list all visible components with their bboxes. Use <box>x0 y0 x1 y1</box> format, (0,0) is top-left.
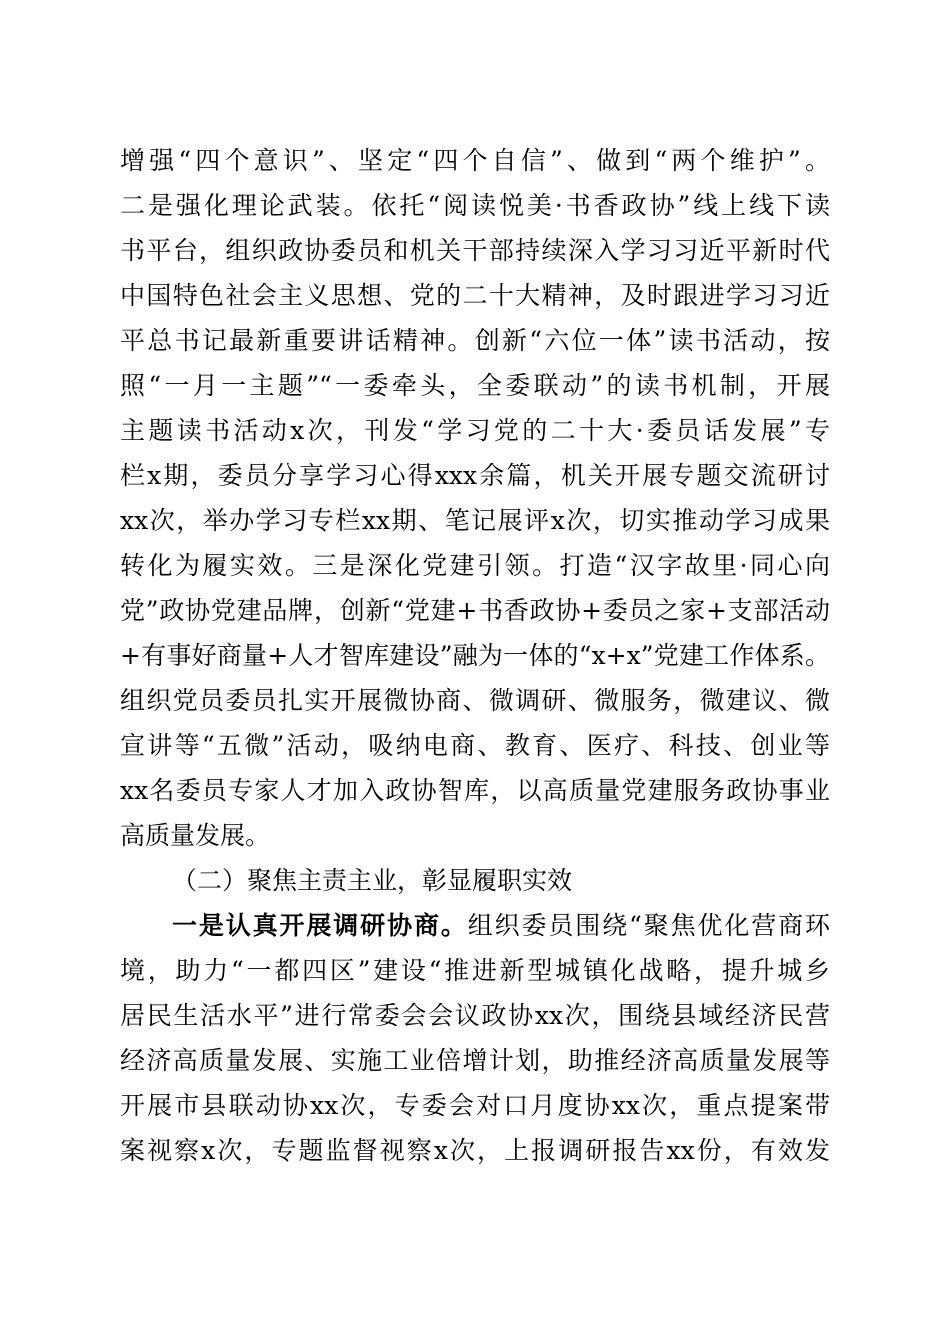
paragraph-line: 栏x期，委员分享学习心得xxx余篇，机关开展专题交流研讨 <box>120 461 830 490</box>
paragraph-line: 增强“四个意识”、坚定“四个自信”、做到“两个维护”。 <box>120 146 830 175</box>
paragraph-line: 高质量发展。 <box>120 821 271 850</box>
paragraph-line: 案视察x次，专题监督视察x次，上报调研报告xx份，有效发 <box>120 1136 830 1165</box>
paragraph-line: xx次，举办学习专栏xx期、笔记展评x次，切实推动学习成果 <box>120 506 830 535</box>
paragraph-line: 党”政协党建品牌，创新“党建+书香政协+委员之家+支部活动 <box>120 596 830 625</box>
paragraph-line: 中国特色社会主义思想、党的二十大精神，及时跟进学习习近 <box>120 281 830 310</box>
paragraph-first-rest: 组织委员围绕“聚焦优化营商环 <box>467 911 830 940</box>
paragraph-line: 书平台，组织政协委员和机关干部持续深入学习习近平新时代 <box>120 236 830 265</box>
paragraph-line: 照“一月一主题”“一委牵头，全委联动”的读书机制，开展 <box>120 371 830 400</box>
paragraph-line: 居民生活水平”进行常委会会议政协xx次，围绕县域经济民营 <box>120 1001 830 1030</box>
paragraph-line: 平总书记最新重要讲话精神。创新“六位一体”读书活动，按 <box>120 326 830 355</box>
paragraph-line: 宣讲等“五微”活动，吸纳电商、教育、医疗、科技、创业等 <box>120 731 830 760</box>
paragraph-line: 开展市县联动协xx次，专委会对口月度协xx次，重点提案带 <box>120 1091 830 1120</box>
paragraph-line: xx名委员专家人才加入政协智库，以高质量党建服务政协事业 <box>120 776 830 805</box>
paragraph-lead: 一是认真开展调研协商。 <box>172 911 468 940</box>
paragraph-line: 经济高质量发展、实施工业倍增计划，助推经济高质量发展等 <box>120 1046 830 1075</box>
section-heading: （二）聚焦主责主业，彰显履职实效 <box>172 866 573 895</box>
paragraph-line: 转化为履实效。三是深化党建引领。打造“汉字故里·同心向 <box>120 551 830 580</box>
paragraph-first-line <box>172 908 830 944</box>
paragraph-line: 二是强化理论武装。依托“阅读悦美·书香政协”线上线下读 <box>120 191 830 220</box>
paragraph-line: +有事好商量+人才智库建设”融为一体的“x+x”党建工作体系。 <box>120 641 830 670</box>
paragraph-line: 境，助力“一都四区”建设“推进新型城镇化战略，提升城乡 <box>120 956 830 985</box>
paragraph-line: 主题读书活动x次，刊发“学习党的二十大·委员话发展”专 <box>120 416 830 445</box>
paragraph-line: 组织党员委员扎实开展微协商、微调研、微服务，微建议、微 <box>120 686 830 715</box>
